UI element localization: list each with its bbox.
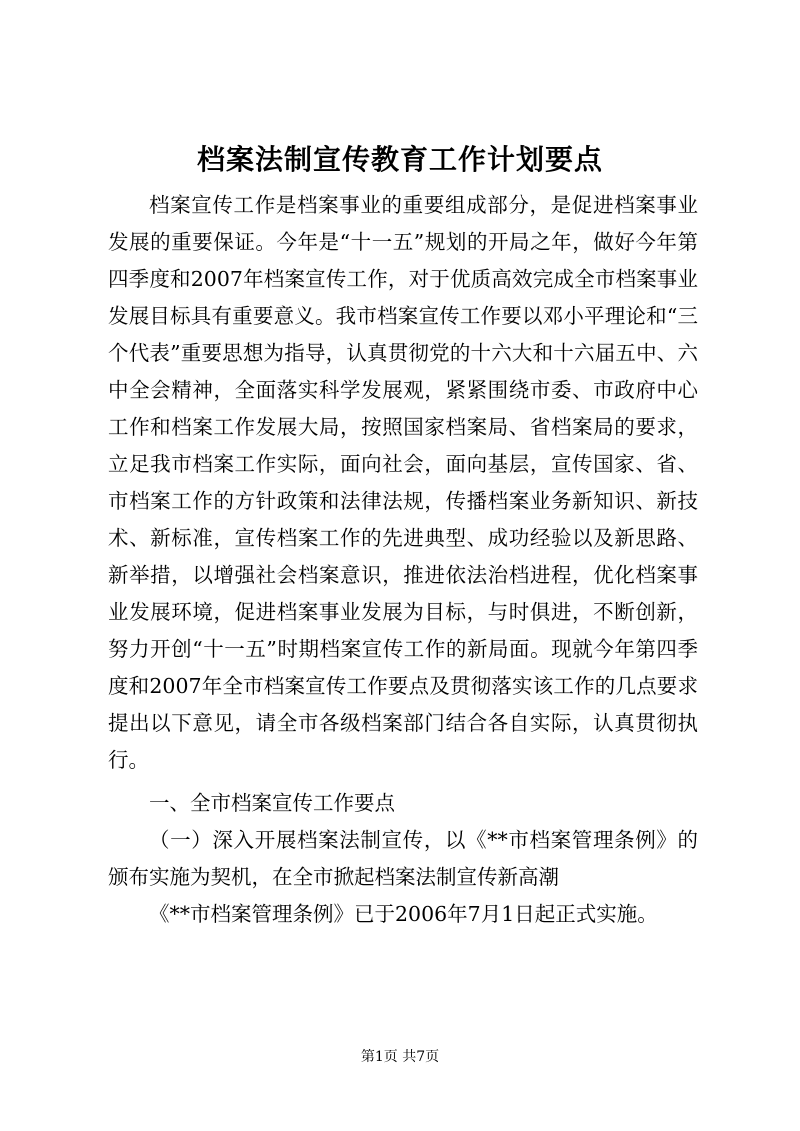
intro-paragraph: 档案宣传工作是档案事业的重要组成部分，是促进档案事业发展的重要保证。今年是“十一五”规划的开局之年，做好今年第四季度和2007年档案宣传工作，对于优质高效完成全市档案事业发展目标具有重要意义。我市档案宣传工作要以邓小平理论和“三个代表”重要思想为指导，认真贯彻党的十六大和十六届五中、六中全会精神，全面落实科学发展观，紧紧围绕市委、市政府中心工作和档案工作发展大局，按照国家档案局、省档案局的要求，立足我市档案工作实际，面向社会，面向基层，宣传国家、省、市档案工作的方针政策和法律法规，传播档案业务新知识、新技术、新标准，宣传档案工作的先进典型、成功经验以及新思路、新举措，以增强社会档案意识，推进依法治档进程，优化档案事业发展环境，促进档案事业发展为目标，与时俱进，不断创新，努力开创“十一五”时期档案宣传工作的新局面。现就今年第四季度和2007年全市档案宣传工作要点及贯彻落实该工作的几点要求提出以下意见，请全市各级档案部门结合各自实际，认真贯彻执行。 (108, 193, 698, 772)
closing-paragraph: 《**市档案管理条例》已于2006年7月1日起正式实施。 (149, 902, 658, 926)
document-title: 档案法制宣传教育工作计划要点 (196, 143, 603, 176)
subsection-heading: （一）深入开展档案法制宣传，以《**市档案管理条例》的颁布实施为契机，在全市掀起档案法制宣传新高潮 (108, 828, 698, 889)
document-body (108, 187, 698, 933)
page-footer: 第1页 共7页 (360, 1049, 440, 1065)
section-heading: 一、全市档案宣传工作要点 (149, 791, 395, 815)
